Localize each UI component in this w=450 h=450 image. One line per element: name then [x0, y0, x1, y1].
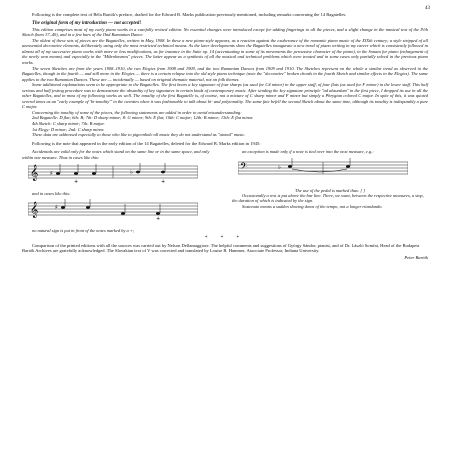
svg-text:♭: ♭ [130, 169, 133, 177]
preface-paragraph: Concerning the tonality of some of the pieces, the following statements are added in order to avoid misunderstanding: [32, 109, 242, 115]
music-example-1 [28, 162, 218, 189]
tonality-list [22, 115, 428, 137]
tonality-item: These data are addressed especially to those who like to pigeonhole all music they do not understand as "atonal" music. [32, 132, 246, 138]
svg-text:+: + [161, 179, 166, 185]
section-heading: The original form of my introduction — not accepted! [32, 20, 142, 26]
page-number: 43 [425, 6, 430, 11]
right-column [232, 149, 428, 233]
svg-text:𝄢: 𝄢 [240, 160, 248, 174]
section-divider: * * * [205, 235, 245, 241]
svg-text:𝄞: 𝄞 [30, 165, 39, 182]
second-intro: Following is the note that appeared in the early edition of the 14 Bagatelles, deleted for the Edward B. Marks edition in 1945: [32, 140, 261, 146]
closing-paragraph: Comparison of the printed editions with all the sources was carried out by Nelson Dellamaggiore. The helpful comments and suggestions of György Sándor, pianist, and of Dr. László Somfai, Head of the Budapest Bartók Archives are gratefully acknowledged. The Slovakian text of V was corrected and translated by Louise B. Hammer, Associate Professor, Indiana University. [22, 242, 420, 254]
notes-columns [22, 149, 428, 233]
intro-paragraph: Following is the complete text of Béla Bartók's preface, drafted for the Edward B. Marks publication previously mentioned, including remarks concerning the 14 Bagatelles: [32, 12, 347, 17]
tie-exception-text: an exception is made only if a note is tied over into the next measure, e.g.: [242, 149, 374, 155]
music-example-2 [28, 199, 218, 226]
signature: Peter Bartók [404, 254, 428, 260]
preface-paragraph: The oldest of these sets of pieces are the Bagatelles, written in May, 1908. In these a new piano-style appears, as a reaction against the exuberance of the romantic piano music of the XIXth century; a style stripped of all unessential decorative elements, deliberately using only the most restricted technical means. As the later developments show the Bagatelles inaugurate a new trend of piano writing in my career which is consistently followed in almost all of my successive piano works with more or less modifications, as for instance in the Suite op. 14 (accentuating in some of its movements the percussive character of the piano), in the Sonata for piano (enlargement of the newly won means) and especially in the "Mikrokosmos" pieces. The latter appear as a synthesis of all the musical and technical problems which were treated and in some cases only partially solved in the previous piano works. [22, 37, 428, 65]
tonality-item: 4th Sketch: C sharp minor; 7th: B major. [32, 121, 105, 126]
between-examples-text: and in cases like this: [32, 191, 71, 197]
svg-text:𝄞: 𝄞 [30, 201, 39, 218]
left-column [22, 149, 218, 233]
music-example-3 [238, 157, 428, 186]
rest-text: Occasionally a rest is put above the bar line. There, we want, between the respective measures, a stop, the duration of which is indicated by the sign. [232, 192, 424, 204]
preface-paragraph: This edition comprises most of my early piano works in a carefully revised edition. No essential changes were introduced except for adding fingerings to all the pieces, and a slight change in the musical text of the IVth Sketch (bars 37–40), and in a few bars of the IInd Rumanian Dance. [22, 26, 428, 38]
svg-text:+: + [156, 215, 161, 221]
preface-paragraph: Some additional explanations seem to be appropriate to the Bagatelles. The first bears a key signature of four sharps (as used for C# minor) in the upper staff, of four flats (as used for F minor) in the lower staff. This half serious and half jesting procedure was to demonstrate the absurdity of key signatures in certain kinds of contemporary music. After sending the key signature principle "ad absurdum" in the first piece, I dropped its use in all the other Bagatelles, and in most of my following works as well. The tonality of the first Bagatelle is, of course, not a mixture of C sharp minor and F minor but simply a Phrygian colored C major. In spite of this, it was quoted several times as an "early example of 'bi-tonality'" in the twenties when it was fashionable to talk about bi- and polytonality. The same fate befell the second Sketch about the same time, although its tonality is indisputably a pure C major. [22, 82, 428, 110]
svg-text:♭: ♭ [278, 163, 281, 171]
sostenuto-text: Sostenuto means a sudden slowing down of the tempo, not a longer ritardando. [242, 203, 383, 209]
pedal-caption: The use of the pedal is marked thus: [ ] [295, 187, 365, 193]
tonality-item: 1st Elegy: D minor; 2nd: C sharp minor. [32, 126, 105, 132]
natural-sign-text: no natural sign is put in front of the notes marked by a +; [32, 227, 135, 233]
preface-paragraph: The seven Sketches are from the years 1908–1910, the two Elegies from 1908 and 1909, and the two Rumanian Dances from 1909 and 1910. The Sketches represent on the whole a similar trend as observed in the Bagatelles, though in the fourth — and still more in the Elegies — there is a certain relapse into the old style piano technique (note the "decorative" broken chords in the fourth Sketch and similar effects in the Elegies). The same applies to the two Rumanian Dances. These are — incidentally — based on original thematic material, not on folk themes. [22, 65, 428, 82]
svg-text:♯: ♯ [50, 170, 53, 178]
accidentals-text: Accidentals are valid only for the notes which stand on the same line or in the same space, and only within one measure. Thus in cases like this: [22, 149, 210, 160]
preface-text [22, 27, 428, 116]
tonality-item: 2nd Bagatelle: D flat; 6th: B; 7th: D sharp minor; 8: G minor; 9th: E flat; 10th: C major; 12th: B minor; 13th: E flat minor. [32, 115, 254, 121]
svg-text:♯: ♯ [55, 203, 58, 211]
svg-text:+: + [74, 179, 79, 185]
